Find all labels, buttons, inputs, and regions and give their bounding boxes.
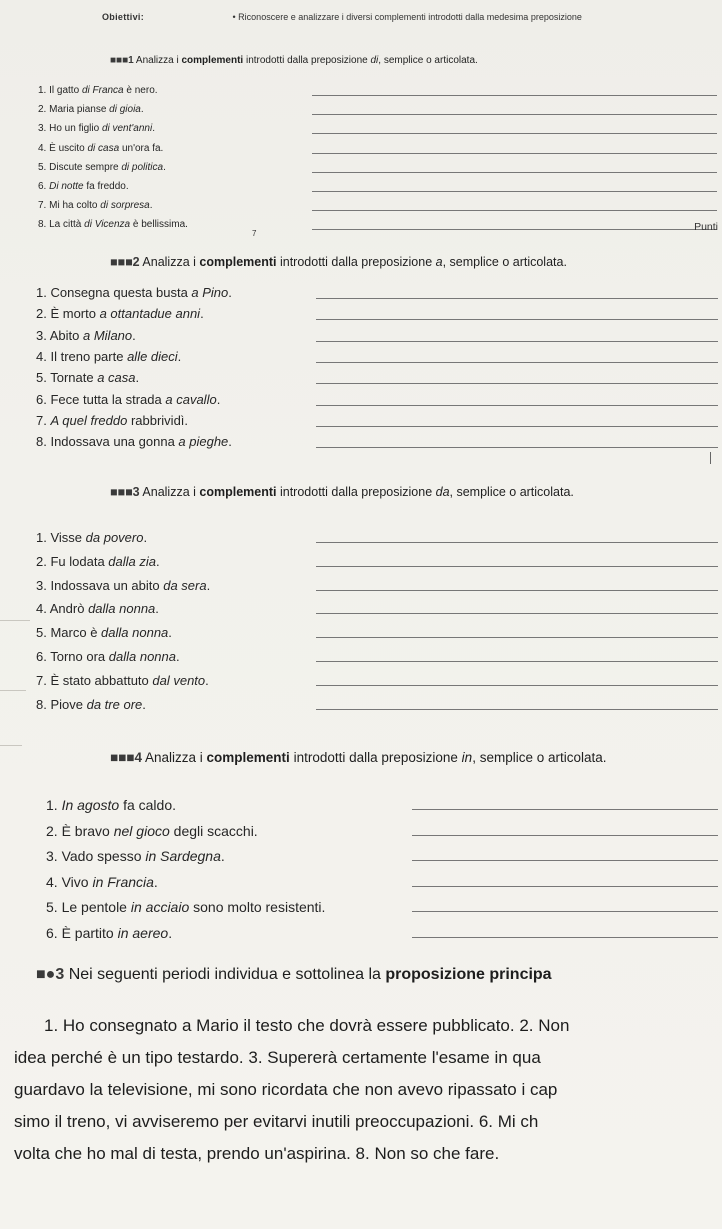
exercise-3-badge: ■■■3	[110, 485, 140, 499]
item-text: Tornate	[50, 370, 98, 386]
answer-line[interactable]	[316, 637, 718, 638]
exercise-item	[36, 697, 146, 712]
exercise-item	[36, 349, 181, 364]
paragraph-line: idea perché è un tipo testardo. 3. Supererà certamente l'esame in qua	[14, 1048, 541, 1067]
item-text: Le pentole	[61, 899, 131, 915]
item-number: 5.	[36, 370, 51, 386]
answer-line[interactable]	[312, 133, 717, 134]
exercise-item	[36, 370, 139, 385]
answer-line[interactable]	[316, 426, 718, 427]
item-number: 5.	[36, 625, 51, 641]
item-text: Andrò	[49, 601, 89, 617]
item-complement: a casa	[97, 370, 136, 386]
item-text: è nero.	[123, 85, 158, 96]
exercise-item	[36, 601, 159, 616]
item-complement: da sera	[163, 577, 207, 593]
item-text: Maria pianse	[49, 104, 110, 116]
item-complement: da tre ore	[86, 696, 143, 712]
item-complement: a cavallo	[165, 391, 217, 407]
exercise-item	[36, 673, 209, 688]
margin-bracket	[710, 452, 711, 464]
paragraph-line: simo il treno, vi avviseremo per evitarvi inutili preoccupazioni. 6. Mi ch	[14, 1112, 539, 1131]
exercise-item	[38, 123, 155, 134]
item-text: Il treno parte	[50, 348, 128, 364]
item-number: 2.	[36, 553, 51, 569]
answer-line[interactable]	[412, 886, 718, 887]
item-complement: In agosto	[61, 797, 120, 813]
title-text: , semplice o articolata.	[442, 255, 567, 269]
item-number: 7.	[36, 672, 51, 688]
item-text: .	[132, 327, 136, 343]
preposition: in	[461, 750, 473, 765]
title-text: Analizza i	[135, 55, 182, 66]
item-text: .	[168, 924, 173, 941]
answer-line[interactable]	[316, 709, 718, 710]
item-complement: a Milano	[83, 327, 133, 343]
exercise-item	[38, 143, 163, 154]
item-text: Mi ha colto	[49, 200, 101, 212]
item-text: .	[216, 391, 221, 407]
exercise-item	[38, 219, 188, 230]
item-text: Torno ora	[50, 649, 109, 664]
item-text: .	[205, 672, 209, 688]
paragraph-line: guardavo la televisione, mi sono ricordata che non avevo ripassato i cap	[14, 1080, 558, 1099]
exercise-5-title	[36, 966, 552, 984]
item-text: .	[156, 553, 160, 569]
exercise-item	[38, 104, 144, 115]
item-number: 4.	[36, 601, 50, 617]
item-number: 1.	[36, 285, 51, 300]
item-number: 5.	[46, 899, 62, 915]
title-text: Analizza i	[145, 750, 207, 765]
item-text: .	[228, 285, 232, 300]
item-text: è bellissima.	[130, 219, 188, 231]
title-text: Nei seguenti periodi individua e sottolinea la	[68, 966, 386, 983]
item-complement: in Sardegna	[145, 848, 221, 864]
title-bold: complementi	[181, 55, 244, 66]
answer-line[interactable]	[412, 835, 718, 836]
title-text: introdotti dalla preposizione	[243, 55, 371, 66]
exercise-4-badge: ■■■4	[110, 750, 142, 765]
item-text: .	[155, 601, 159, 617]
item-number: 3.	[36, 577, 51, 593]
exercise-item	[38, 200, 153, 211]
title-text: , semplice o articolata.	[378, 55, 478, 66]
exercise-item	[46, 874, 158, 890]
item-text: .	[142, 696, 146, 712]
tick-mark: 7	[252, 229, 257, 238]
answer-line[interactable]	[412, 809, 718, 810]
item-number: 7.	[38, 200, 50, 212]
answer-line[interactable]	[312, 95, 717, 96]
answer-line[interactable]	[316, 613, 718, 614]
title-bold: complementi	[199, 255, 277, 269]
exercise-item	[36, 328, 136, 343]
item-number: 2.	[38, 104, 50, 116]
answer-line[interactable]	[316, 542, 718, 543]
answer-line[interactable]	[316, 405, 718, 406]
item-complement: di Vicenza	[84, 219, 131, 231]
exercise-5-paragraph	[14, 1010, 722, 1170]
item-text: .	[140, 104, 144, 116]
item-number: 6.	[46, 924, 62, 941]
item-complement: di vent'anni	[101, 123, 153, 135]
item-text: È uscito	[49, 142, 88, 154]
exercise-4-title	[110, 750, 607, 765]
preposition: di	[370, 55, 379, 66]
item-number: 4.	[46, 873, 62, 890]
title-bold: complementi	[199, 485, 277, 499]
item-complement: in aereo	[117, 924, 169, 941]
exercise-item	[36, 530, 147, 545]
item-complement: Di notte	[49, 181, 84, 192]
item-complement: a ottantadue anni	[99, 306, 201, 322]
exercise-item	[46, 797, 176, 813]
exercise-item	[36, 285, 232, 300]
margin-line	[0, 745, 22, 746]
exercise-2-badge: ■■■2	[110, 255, 140, 269]
item-complement: a pieghe	[178, 434, 229, 450]
item-complement: dal vento	[152, 672, 206, 688]
title-text: Analizza i	[142, 255, 200, 269]
margin-line	[0, 690, 26, 691]
item-text: sono molto resistenti.	[189, 899, 326, 915]
item-complement: di Franca	[81, 85, 124, 96]
item-text: .	[143, 530, 148, 545]
item-text: .	[176, 649, 180, 664]
preposition: da	[435, 485, 450, 499]
answer-line[interactable]	[316, 298, 718, 299]
paragraph-line: 1. Ho consegnato a Mario il testo che dovrà essere pubblicato. 2. Non	[44, 1016, 570, 1035]
item-number: 3.	[38, 123, 50, 135]
item-complement: di sorpresa	[100, 200, 150, 212]
punti-label: Punti	[694, 221, 718, 233]
exercise-item	[36, 306, 204, 321]
item-number: 8.	[38, 219, 50, 231]
exercise-1-badge: ■■■1	[110, 55, 134, 66]
title-text: , semplice o articolata.	[449, 485, 574, 499]
title-text: Analizza i	[142, 485, 200, 499]
item-number: 2.	[36, 306, 51, 322]
item-text: Consegna questa busta	[50, 285, 192, 300]
item-number: 8.	[36, 434, 51, 450]
item-complement: dalla nonna	[108, 649, 176, 664]
item-text: degli scacchi.	[169, 822, 258, 839]
item-number: 4.	[36, 348, 51, 364]
exercise-item	[36, 649, 180, 664]
margin-line	[0, 620, 30, 621]
item-text: .	[200, 306, 204, 322]
exercise-item	[36, 625, 172, 640]
title-text: introdotti dalla preposizione	[276, 485, 436, 499]
item-text: È stato abbattuto	[50, 672, 153, 688]
item-text: Piove	[50, 696, 87, 712]
item-complement: alle dieci	[127, 348, 178, 364]
item-text: È morto	[50, 306, 100, 322]
item-complement: da povero	[85, 530, 144, 545]
answer-line[interactable]	[316, 590, 718, 591]
title-bold: complementi	[206, 750, 290, 765]
item-text: .	[163, 161, 166, 173]
item-text: Ho un figlio	[49, 123, 102, 135]
exercise-item	[38, 85, 158, 96]
item-complement: dalla zia	[108, 553, 156, 569]
preposition: a	[435, 255, 443, 269]
item-text: Abito	[49, 327, 83, 343]
answer-line[interactable]	[312, 210, 717, 211]
exercise-item	[46, 823, 258, 839]
exercise-item	[36, 554, 160, 569]
item-text: Indossava un abito	[50, 577, 164, 593]
item-text: È bravo	[61, 822, 114, 839]
item-complement: in acciaio	[130, 899, 190, 915]
title-text: introdotti dalla preposizione	[289, 750, 462, 765]
title-text: introdotti dalla preposizione	[276, 255, 436, 269]
title-bold: proposizione principa	[385, 966, 552, 983]
item-number: 6.	[38, 181, 50, 192]
answer-line[interactable]	[312, 229, 717, 230]
item-text: un'ora fa.	[119, 142, 164, 154]
item-text: Marco è	[50, 625, 102, 641]
item-text: Il gatto	[49, 85, 82, 96]
item-number: 4.	[38, 142, 50, 154]
item-number: 1.	[38, 85, 50, 96]
item-complement: in Francia	[92, 873, 154, 890]
exercise-item	[36, 578, 210, 593]
item-number: 6.	[36, 649, 51, 664]
item-number: 7.	[36, 412, 51, 428]
item-complement: dalla nonna	[88, 601, 156, 617]
answer-line[interactable]	[412, 937, 718, 938]
item-number: 3.	[36, 327, 50, 343]
item-text: .	[228, 434, 232, 450]
item-complement: A quel freddo	[50, 412, 128, 428]
answer-line[interactable]	[316, 566, 718, 567]
item-complement: di politica	[121, 161, 164, 173]
item-text: Visse	[50, 530, 86, 545]
exercise-item	[38, 162, 166, 173]
item-number: 2.	[46, 822, 62, 839]
answer-line[interactable]	[312, 114, 717, 115]
answer-line[interactable]	[312, 172, 717, 173]
exercise-item	[36, 392, 220, 407]
objectives-label: Obiettivi:	[102, 12, 145, 22]
item-text: Vivo	[61, 873, 93, 890]
answer-line[interactable]	[316, 319, 718, 320]
item-text: Fu lodata	[50, 553, 109, 569]
item-complement: dalla nonna	[101, 625, 169, 641]
answer-line[interactable]	[316, 661, 718, 662]
item-complement: a Pino	[191, 285, 229, 300]
item-text: .	[152, 123, 155, 135]
exercise-item	[36, 434, 232, 449]
answer-line[interactable]	[316, 362, 718, 363]
item-text: .	[220, 848, 225, 864]
exercise-item	[38, 181, 129, 192]
item-number: 1.	[46, 797, 62, 813]
exercise-5-badge: ■●3	[36, 966, 65, 983]
item-complement: nel gioco	[113, 822, 170, 839]
paragraph-line: volta che ho mal di testa, prendo un'aspirina. 8. Non so che fare.	[14, 1144, 500, 1163]
exercise-2-title	[110, 255, 567, 269]
objective-text: • Riconoscere e analizzare i diversi complementi introdotti dalla medesima preposizione	[232, 12, 582, 22]
item-text: fa caldo.	[119, 797, 177, 813]
item-number: 6.	[36, 391, 51, 407]
item-text: fa freddo.	[83, 181, 129, 192]
item-number: 3.	[46, 848, 62, 864]
item-text: .	[206, 577, 211, 593]
item-text: .	[135, 370, 140, 386]
exercise-item	[46, 899, 325, 915]
item-text: .	[149, 200, 153, 212]
exercise-item	[36, 413, 188, 428]
objectives-header	[102, 12, 582, 22]
item-text: Vado spesso	[61, 848, 146, 864]
answer-line[interactable]	[316, 383, 718, 384]
item-complement: di gioia	[109, 104, 141, 116]
answer-line[interactable]	[316, 341, 718, 342]
item-text: .	[168, 625, 172, 641]
item-number: 5.	[38, 161, 50, 173]
item-complement: di casa	[87, 142, 120, 154]
answer-line[interactable]	[316, 685, 718, 686]
exercise-item	[46, 848, 225, 864]
answer-line[interactable]	[316, 447, 718, 448]
item-number: 1.	[36, 530, 51, 545]
item-text: .	[153, 873, 158, 890]
item-text: Fece tutta la strada	[50, 391, 166, 407]
answer-line[interactable]	[312, 153, 717, 154]
item-text: È partito	[61, 924, 118, 941]
title-text: , semplice o articolata.	[472, 750, 607, 765]
exercise-1-title	[110, 55, 478, 66]
item-text: La città	[49, 219, 85, 231]
answer-line[interactable]	[412, 860, 718, 861]
exercise-item	[46, 925, 172, 941]
item-text: Discute sempre	[49, 161, 122, 173]
item-text: .	[177, 348, 182, 364]
answer-line[interactable]	[412, 911, 718, 912]
exercise-3-title	[110, 485, 574, 499]
answer-line[interactable]	[312, 191, 717, 192]
item-text: Indossava una gonna	[50, 434, 179, 450]
item-text: rabbrividì.	[127, 412, 189, 428]
item-number: 8.	[36, 696, 51, 712]
